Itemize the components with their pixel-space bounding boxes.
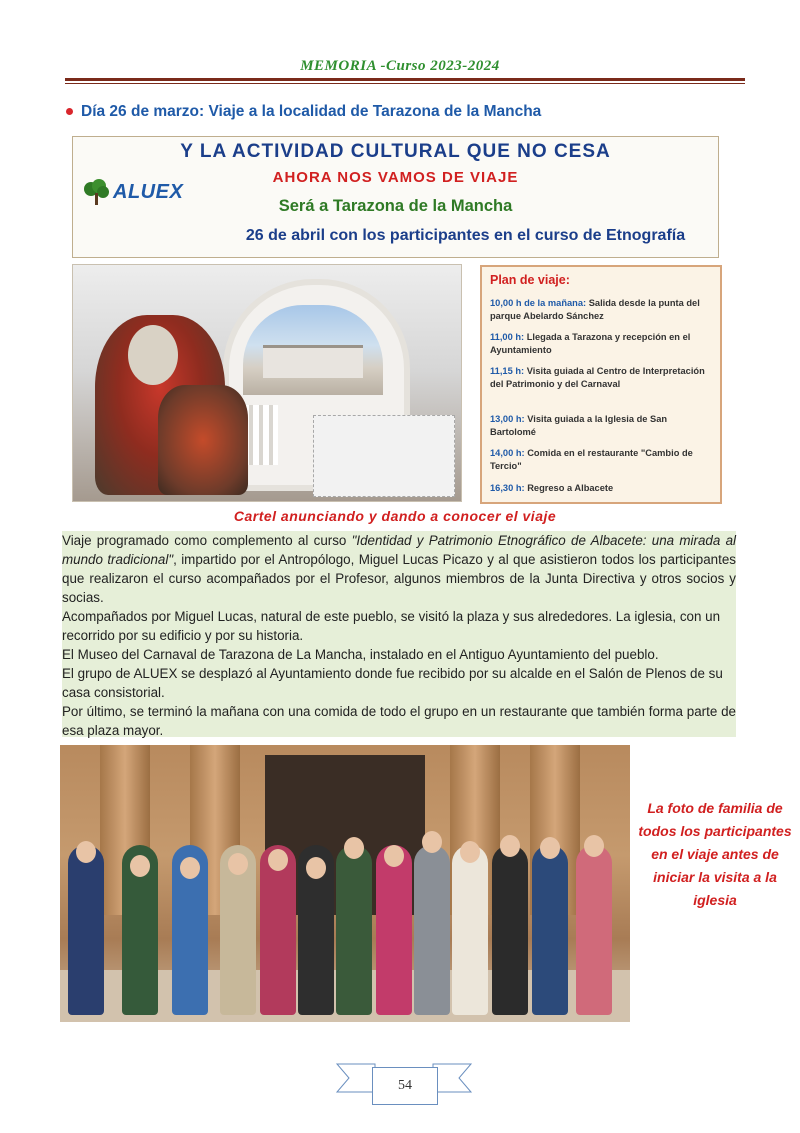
plaza-building bbox=[263, 345, 363, 378]
poster-date: 26 de abril con los participantes en el curso de Etnografía bbox=[245, 227, 686, 244]
carnival-costume bbox=[158, 385, 248, 495]
page-header-title: MEMORIA -Curso 2023-2024 bbox=[300, 58, 500, 74]
person-head bbox=[384, 845, 404, 867]
person-head bbox=[460, 841, 480, 863]
person-head bbox=[130, 855, 150, 877]
photo-caption: La foto de familia de todos los participantes en el viaje antes de iniciar la visita a la iglesia bbox=[638, 800, 792, 908]
paragraph: Por último, se terminó la mañana con una comida de todo el grupo en un restaurante que también forma parte de esa plaza mayor. bbox=[62, 704, 736, 738]
person-head bbox=[268, 849, 288, 871]
poster-destination: Será a Tarazona de la Mancha bbox=[278, 197, 513, 215]
body-text bbox=[62, 531, 736, 737]
person bbox=[414, 845, 450, 1015]
bullet-icon bbox=[66, 108, 73, 115]
paragraph: El Museo del Carnaval de Tarazona de La Mancha, instalado en el Antiguo Ayuntamiento del pueblo. bbox=[62, 647, 659, 662]
page-number: 54 bbox=[372, 1067, 438, 1105]
poster-caption: Cartel anunciando y dando a conocer el viaje bbox=[233, 508, 557, 524]
plan-title: Plan de viaje: bbox=[490, 273, 570, 287]
person-head bbox=[76, 841, 96, 863]
paragraph: Acompañados por Miguel Lucas, natural de este pueblo, se visitó la plaza y sus alrededores. La iglesia, con un recorrido por su edificio y por su historia. bbox=[62, 609, 721, 643]
museum-photo bbox=[72, 264, 462, 502]
plan-item: 10,00 h de la mañana: Salida desde la punta del parque Abelardo Sánchez bbox=[490, 298, 700, 321]
person-head bbox=[344, 837, 364, 859]
person bbox=[336, 845, 372, 1015]
plan-item: 11,00 h: Llegada a Tarazona y recepción en el Ayuntamiento bbox=[490, 332, 691, 355]
header-rule-thin bbox=[65, 83, 745, 84]
carnival-mask bbox=[128, 325, 178, 385]
poster-headline: Y LA ACTIVIDAD CULTURAL QUE NO CESA bbox=[180, 141, 611, 162]
wall-drawing bbox=[313, 415, 455, 497]
person-head bbox=[228, 853, 248, 875]
person bbox=[576, 845, 612, 1015]
plan-item: 11,15 h: Visita guiada al Centro de Interpretación del Patrimonio y del Carnaval bbox=[490, 366, 705, 389]
person-head bbox=[180, 857, 200, 879]
poster-subheadline: AHORA NOS VAMOS DE VIAJE bbox=[272, 169, 519, 186]
poster-banner bbox=[72, 136, 719, 258]
plan-item: 13,00 h: Visita guiada a la Iglesia de San Bartolomé bbox=[490, 414, 668, 437]
person-head bbox=[306, 857, 326, 879]
group-photo bbox=[60, 745, 630, 1022]
section-title: Día 26 de marzo: Viaje a la localidad de Tarazona de la Mancha bbox=[81, 103, 542, 120]
person bbox=[68, 845, 104, 1015]
person bbox=[452, 845, 488, 1015]
person bbox=[492, 845, 528, 1015]
paragraph: Viaje programado como complemento al curso "Identidad y Patrimonio Etnográfico de Albacete: una mirada al mundo tradicional", impartido por el Antropólogo, Miguel Lucas Picazo y al que asistieron todos los participantes que realizaron el curso acompañados por el Profesor, algunos miembros de la Junta Directiva y otros socios y socias. bbox=[62, 533, 736, 605]
person-head bbox=[584, 835, 604, 857]
plan-item: 14,00 h: Comida en el restaurante "Cambio de Tercio" bbox=[490, 448, 693, 471]
plan-item: 16,30 h: Regreso a Albacete bbox=[490, 483, 614, 493]
aluex-logo-text: ALUEX bbox=[113, 181, 184, 203]
person bbox=[532, 845, 568, 1015]
person-head bbox=[422, 831, 442, 853]
person bbox=[376, 845, 412, 1015]
person-head bbox=[500, 835, 520, 857]
paragraph: El grupo de ALUEX se desplazó al Ayuntamiento donde fue recibido por su alcalde en el Salón de Plenos de su casa consistorial. bbox=[62, 666, 723, 700]
plan-de-viaje bbox=[480, 265, 722, 504]
person-head bbox=[540, 837, 560, 859]
header-rule bbox=[65, 78, 745, 81]
